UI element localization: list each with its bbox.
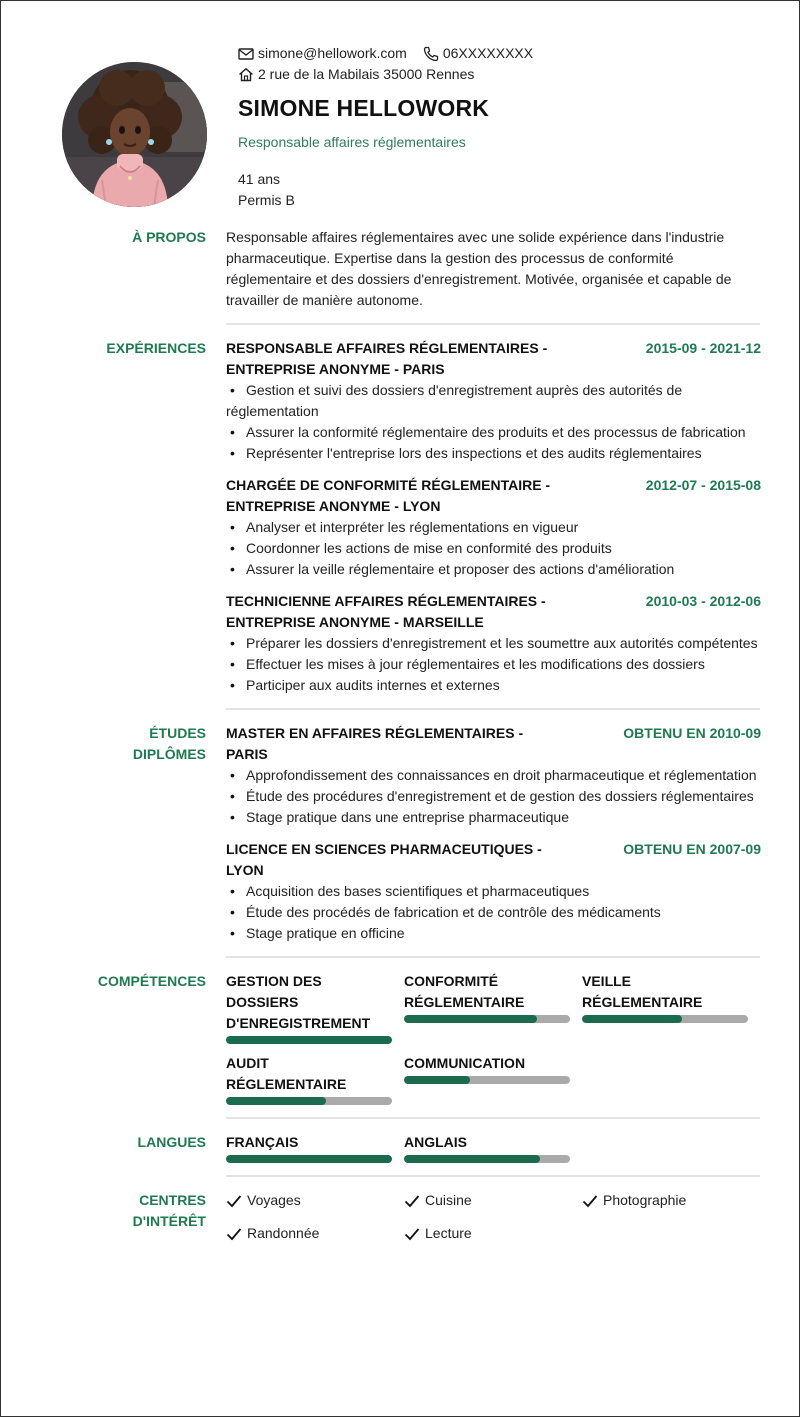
experience-title: CHARGÉE DE CONFORMITÉ RÉGLEMENTAIRE - ENTREPRISE ANONYME - LYON: [226, 477, 551, 514]
skills-grid: [226, 971, 761, 1105]
languages-section: [1, 1119, 799, 1175]
skills-section: [1, 958, 799, 1117]
experience-list: [226, 338, 761, 708]
skill-name: GESTION DES DOSSIERS D'ENREGISTREMENT: [226, 973, 371, 1031]
education-label-line2: DIPLÔMES: [132, 746, 206, 762]
candidate-name: SIMONE HELLOWORK: [238, 95, 490, 121]
check-icon: [404, 1227, 420, 1241]
bullet-item: • Participer aux audits internes et externes: [226, 675, 761, 696]
check-icon: [404, 1194, 420, 1208]
language-bar-fill: [404, 1155, 540, 1163]
experience-bullets: [226, 517, 761, 580]
address-text: 2 rue de la Mabilais 35000 Rennes: [258, 66, 475, 82]
bullet-item: • Effectuer les mises à jour réglementaires et les modifications des dossiers: [226, 654, 761, 675]
skill-item: [404, 1053, 570, 1105]
bullet-item: • Gestion et suivi des dossiers d'enregistrement auprès des autorités de réglementation: [226, 380, 761, 422]
interest-item: [582, 1190, 760, 1211]
education-list: [226, 723, 761, 956]
interest-item: [226, 1190, 404, 1211]
languages-grid: [226, 1132, 761, 1163]
education-label: [1, 723, 226, 956]
skill-name: CONFORMITÉ RÉGLEMENTAIRE: [404, 973, 525, 1010]
experience-entry: [226, 591, 761, 696]
education-label-line1: ÉTUDES: [149, 725, 206, 741]
personal-info: [238, 169, 295, 211]
bullet-item: • Coordonner les actions de mise en conformité des produits: [226, 538, 761, 559]
skill-name: AUDIT RÉGLEMENTAIRE: [226, 1055, 347, 1092]
skill-bar: [404, 1076, 570, 1084]
experience-title: RESPONSABLE AFFAIRES RÉGLEMENTAIRES - ENTREPRISE ANONYME - PARIS: [226, 340, 548, 377]
skill-bar-fill: [582, 1015, 682, 1023]
skill-bar-fill: [404, 1076, 470, 1084]
education-section: [1, 710, 799, 956]
interest-item: [404, 1190, 582, 1211]
interest-item: [226, 1223, 404, 1244]
contact-phone[interactable]: [423, 43, 533, 64]
skill-bar: [404, 1015, 570, 1023]
experience-bullets: [226, 633, 761, 696]
phone-icon: [423, 46, 439, 62]
skill-bar-fill: [404, 1015, 537, 1023]
skill-bar: [582, 1015, 748, 1023]
experience-date: 2015-09 - 2021-12: [645, 340, 761, 356]
language-bar: [404, 1155, 570, 1163]
bullet-item: • Étude des procédés de fabrication et de contrôle des médicaments: [226, 902, 761, 923]
home-icon: [238, 67, 254, 82]
skill-bar-fill: [226, 1036, 392, 1044]
language-name: ANGLAIS: [404, 1134, 467, 1150]
experience-label: EXPÉRIENCES: [106, 340, 206, 356]
check-icon: [226, 1194, 242, 1208]
envelope-icon: [238, 47, 254, 61]
about-section: [1, 223, 799, 323]
contact-email[interactable]: [238, 43, 407, 64]
skill-item: [404, 971, 570, 1044]
skill-bar: [226, 1036, 392, 1044]
language-item: [404, 1132, 570, 1163]
bullet-item: • Représenter l'entreprise lors des inspections et des audits réglementaires: [226, 443, 761, 464]
interest-label: Photographie: [603, 1192, 687, 1208]
education-bullets: [226, 881, 761, 944]
phone-text: 06XXXXXXXX: [442, 45, 534, 61]
interest-label: Lecture: [425, 1225, 472, 1241]
resume-header: [1, 1, 799, 223]
interest-label: Voyages: [247, 1192, 301, 1208]
bullet-item: • Stage pratique en officine: [226, 923, 761, 944]
skill-item: [226, 1053, 392, 1105]
about-label: À PROPOS: [132, 229, 206, 245]
education-title: LICENCE EN SCIENCES PHARMACEUTIQUES - LYON: [226, 841, 542, 878]
language-bar: [226, 1155, 392, 1163]
experience-bullets: [226, 380, 761, 464]
avatar-illustration: [62, 62, 207, 207]
skills-label: COMPÉTENCES: [97, 973, 206, 989]
experience-title: TECHNICIENNE AFFAIRES RÉGLEMENTAIRES - ENTREPRISE ANONYME - MARSEILLE: [226, 593, 546, 630]
contact-block: [238, 43, 549, 85]
interests-label-line1: CENTRES: [139, 1192, 206, 1208]
experience-entry: [226, 338, 761, 464]
bullet-item: • Préparer les dossiers d'enregistrement et les soumettre aux autorités compétentes: [226, 633, 761, 654]
bullet-item: • Approfondissement des connaissances en droit pharmaceutique et réglementation: [226, 765, 761, 786]
skill-bar: [226, 1097, 392, 1105]
bullet-item: • Analyser et interpréter les réglementations en vigueur: [226, 517, 761, 538]
interests-grid: [226, 1190, 761, 1244]
education-bullets: [226, 765, 761, 828]
education-title: MASTER EN AFFAIRES RÉGLEMENTAIRES - PARIS: [226, 725, 524, 762]
education-date: OBTENU EN 2007-09: [623, 841, 761, 857]
contact-address: [238, 64, 474, 85]
language-name: FRANÇAIS: [226, 1134, 299, 1150]
experience-date: 2010-03 - 2012-06: [645, 593, 761, 609]
skill-name: VEILLE RÉGLEMENTAIRE: [582, 973, 703, 1010]
language-bar-fill: [226, 1155, 392, 1163]
education-date: OBTENU EN 2010-09: [623, 725, 761, 741]
languages-label: LANGUES: [137, 1134, 206, 1150]
interest-label: Randonnée: [247, 1225, 320, 1241]
bullet-item: • Assurer la veille réglementaire et proposer des actions d'amélioration: [226, 559, 761, 580]
bullet-item: • Étude des procédures d'enregistrement et de gestion des dossiers réglementaires: [226, 786, 761, 807]
interests-label: [1, 1190, 226, 1244]
about-text: Responsable affaires réglementaires avec une solide expérience dans l'industrie pharmaceutique. Expertise dans la gestion des processus de conformité réglementaire et des dossiers d'enregistrement. Motivée, organisée et capable de travailler de manière autonome.: [226, 229, 732, 308]
interest-item: [404, 1223, 582, 1244]
interest-label: Cuisine: [425, 1192, 472, 1208]
bullet-item: • Stage pratique dans une entreprise pharmaceutique: [226, 807, 761, 828]
skill-bar-fill: [226, 1097, 326, 1105]
skill-item: [582, 971, 748, 1044]
check-icon: [582, 1194, 598, 1208]
skill-name: COMMUNICATION: [404, 1055, 526, 1071]
bullet-item: • Assurer la conformité réglementaire des produits et des processus de fabrication: [226, 422, 761, 443]
email-text: simone@hellowork.com: [258, 45, 407, 61]
experience-date: 2012-07 - 2015-08: [645, 477, 761, 493]
skill-item: [226, 971, 392, 1044]
job-title: Responsable affaires réglementaires: [238, 134, 466, 150]
interests-label-line2: D'INTÉRÊT: [132, 1213, 206, 1229]
education-entry: [226, 723, 761, 828]
language-item: [226, 1132, 392, 1163]
interests-section: [1, 1177, 799, 1244]
check-icon: [226, 1227, 242, 1241]
education-entry: [226, 839, 761, 944]
age: 41 ans: [238, 171, 281, 187]
experience-entry: [226, 475, 761, 580]
bullet-item: • Acquisition des bases scientifiques et pharmaceutiques: [226, 881, 761, 902]
driving-license: Permis B: [238, 192, 295, 208]
avatar: [62, 62, 207, 207]
experience-section: [1, 325, 799, 708]
